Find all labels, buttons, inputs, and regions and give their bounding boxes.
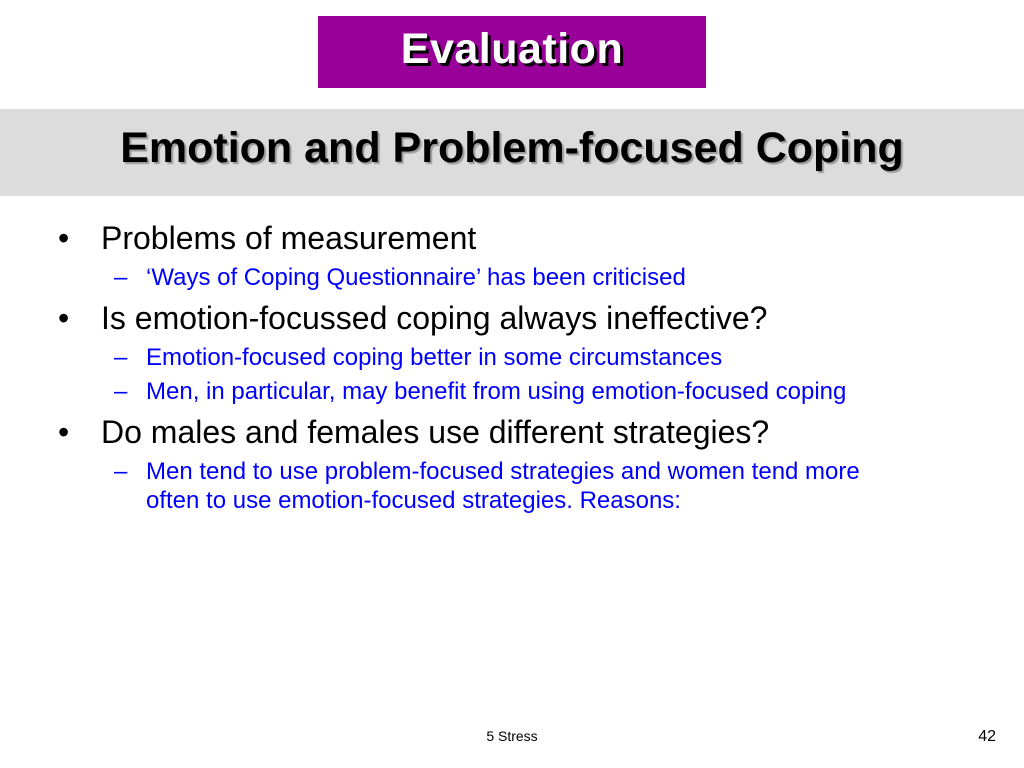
dash-icon: –: [114, 378, 128, 405]
bullet-text: Is emotion-focussed coping always ineffective?: [101, 300, 768, 336]
sub-bullet-item: [56, 457, 906, 515]
sub-bullet-text: ‘Ways of Coping Questionnaire’ has been criticised: [146, 264, 686, 291]
bullet-item: [56, 218, 956, 258]
title-band: [0, 109, 1024, 196]
bullet-item: [56, 412, 956, 452]
page-number: 42: [978, 728, 996, 745]
sub-bullet-item: [56, 377, 906, 406]
bullet-text: Problems of measurement: [101, 220, 477, 256]
bullet-list: [56, 212, 956, 515]
dash-icon: –: [114, 458, 128, 485]
bullet-item: [56, 298, 956, 338]
bullet-icon: •: [58, 300, 70, 336]
sub-bullet-item: [56, 343, 906, 372]
sub-bullet-item: [56, 263, 906, 292]
dash-icon: –: [114, 344, 128, 371]
section-label: Evaluation: [400, 24, 624, 73]
bullet-text: Do males and females use different strategies?: [101, 414, 770, 450]
bullet-icon: •: [58, 220, 70, 256]
slide-title: Emotion and Problem-focused Coping: [120, 124, 904, 172]
dash-icon: –: [114, 264, 128, 291]
section-badge: [318, 16, 706, 88]
bullet-icon: •: [58, 414, 70, 450]
sub-bullet-text: Men, in particular, may benefit from using emotion-focused coping: [146, 378, 847, 405]
sub-bullet-text: Emotion-focused coping better in some circumstances: [146, 344, 723, 371]
footer-text: 5 Stress: [486, 728, 538, 744]
sub-bullet-text: Men tend to use problem-focused strategies and women tend more often to use emotion-focused strategies. Reasons:: [146, 458, 860, 514]
